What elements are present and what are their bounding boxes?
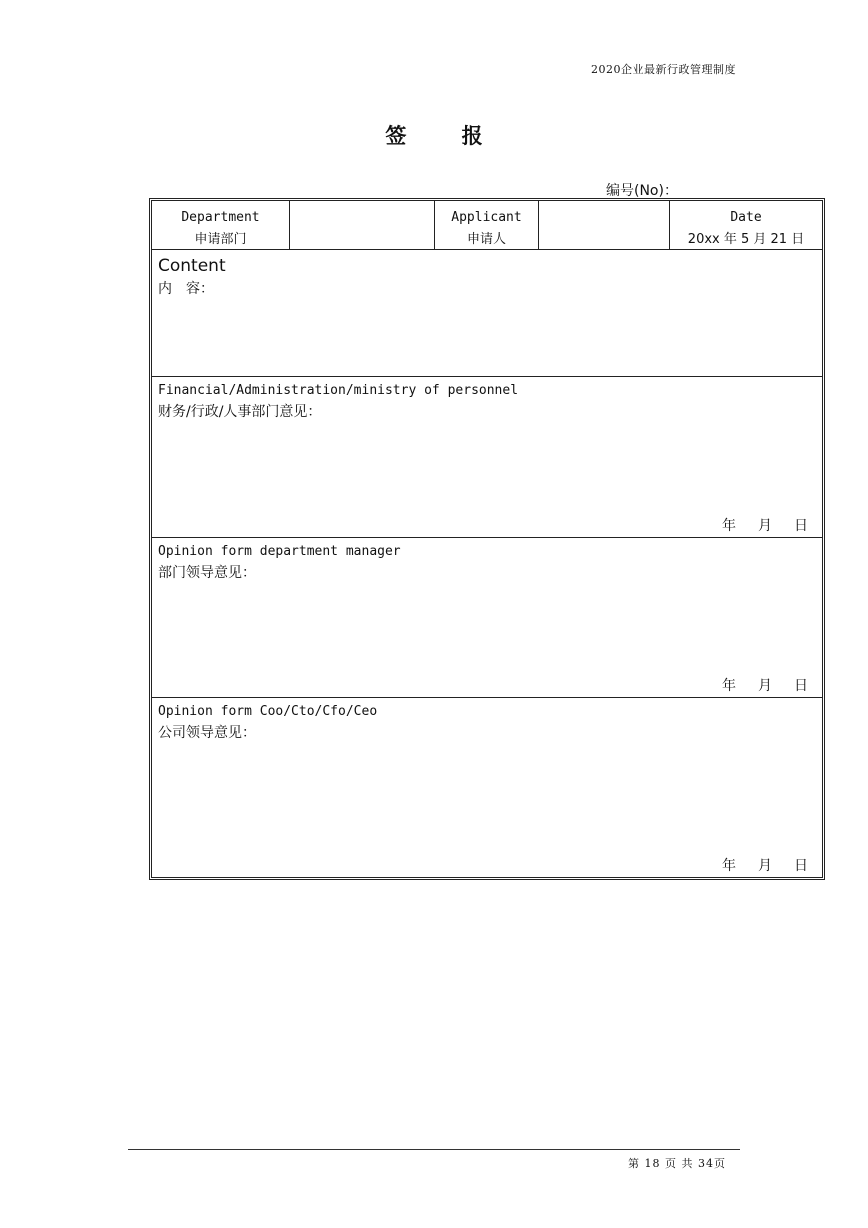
section-label-cn: 公司领导意见： [158,725,256,741]
day-label: 日 [794,678,808,694]
form-header-row [152,201,822,250]
page-number: 第 18 页 共 34页 [628,1157,726,1170]
day-label: 日 [794,518,808,534]
section-label-en: Financial/Administration/ministry of personnel [158,383,519,398]
section-label-en: Opinion form department manager [158,544,401,559]
footer-divider [128,1149,740,1150]
page-title [0,120,868,150]
section-label-cn: 部门领导意见： [158,565,256,581]
date-label-en: Date [730,210,762,225]
executive-section[interactable] [152,698,822,877]
date-cell [670,201,822,249]
year-label: 年 [722,678,736,694]
applicant-label-cn: 申请人 [466,232,506,247]
serial-number-label: 编号(No)： [606,183,678,199]
content-label-cn: 内 容： [158,281,214,297]
signature-date-line [700,855,808,875]
content-label-en: Content [158,256,226,276]
month-label: 月 [758,858,772,874]
department-label-cell [152,201,290,249]
signature-date-line [700,675,808,695]
department-label-cn: 申请部门 [194,232,247,247]
day-label: 日 [794,858,808,874]
applicant-value-cell[interactable] [539,201,670,249]
title-char-2: 报 [461,124,483,148]
content-section[interactable] [152,250,822,377]
approval-form [149,198,825,880]
financial-admin-section[interactable] [152,377,822,538]
department-value-cell[interactable] [290,201,435,249]
month-label: 月 [758,518,772,534]
department-manager-section[interactable] [152,538,822,698]
section-label-en: Opinion form Coo/Cto/Cfo/Ceo [158,704,378,719]
document-header-title: 2020企业最新行政管理制度 [591,63,736,76]
applicant-label-cell [435,201,539,249]
date-value: 20xx 年 5 月 21 日 [687,232,805,247]
month-label: 月 [758,678,772,694]
signature-date-line [700,515,808,535]
year-label: 年 [722,518,736,534]
applicant-label-en: Applicant [451,210,522,225]
section-label-cn: 财务/行政/人事部门意见： [158,404,322,420]
title-char-1: 签 [385,124,407,148]
year-label: 年 [722,858,736,874]
department-label-en: Department [181,210,260,225]
